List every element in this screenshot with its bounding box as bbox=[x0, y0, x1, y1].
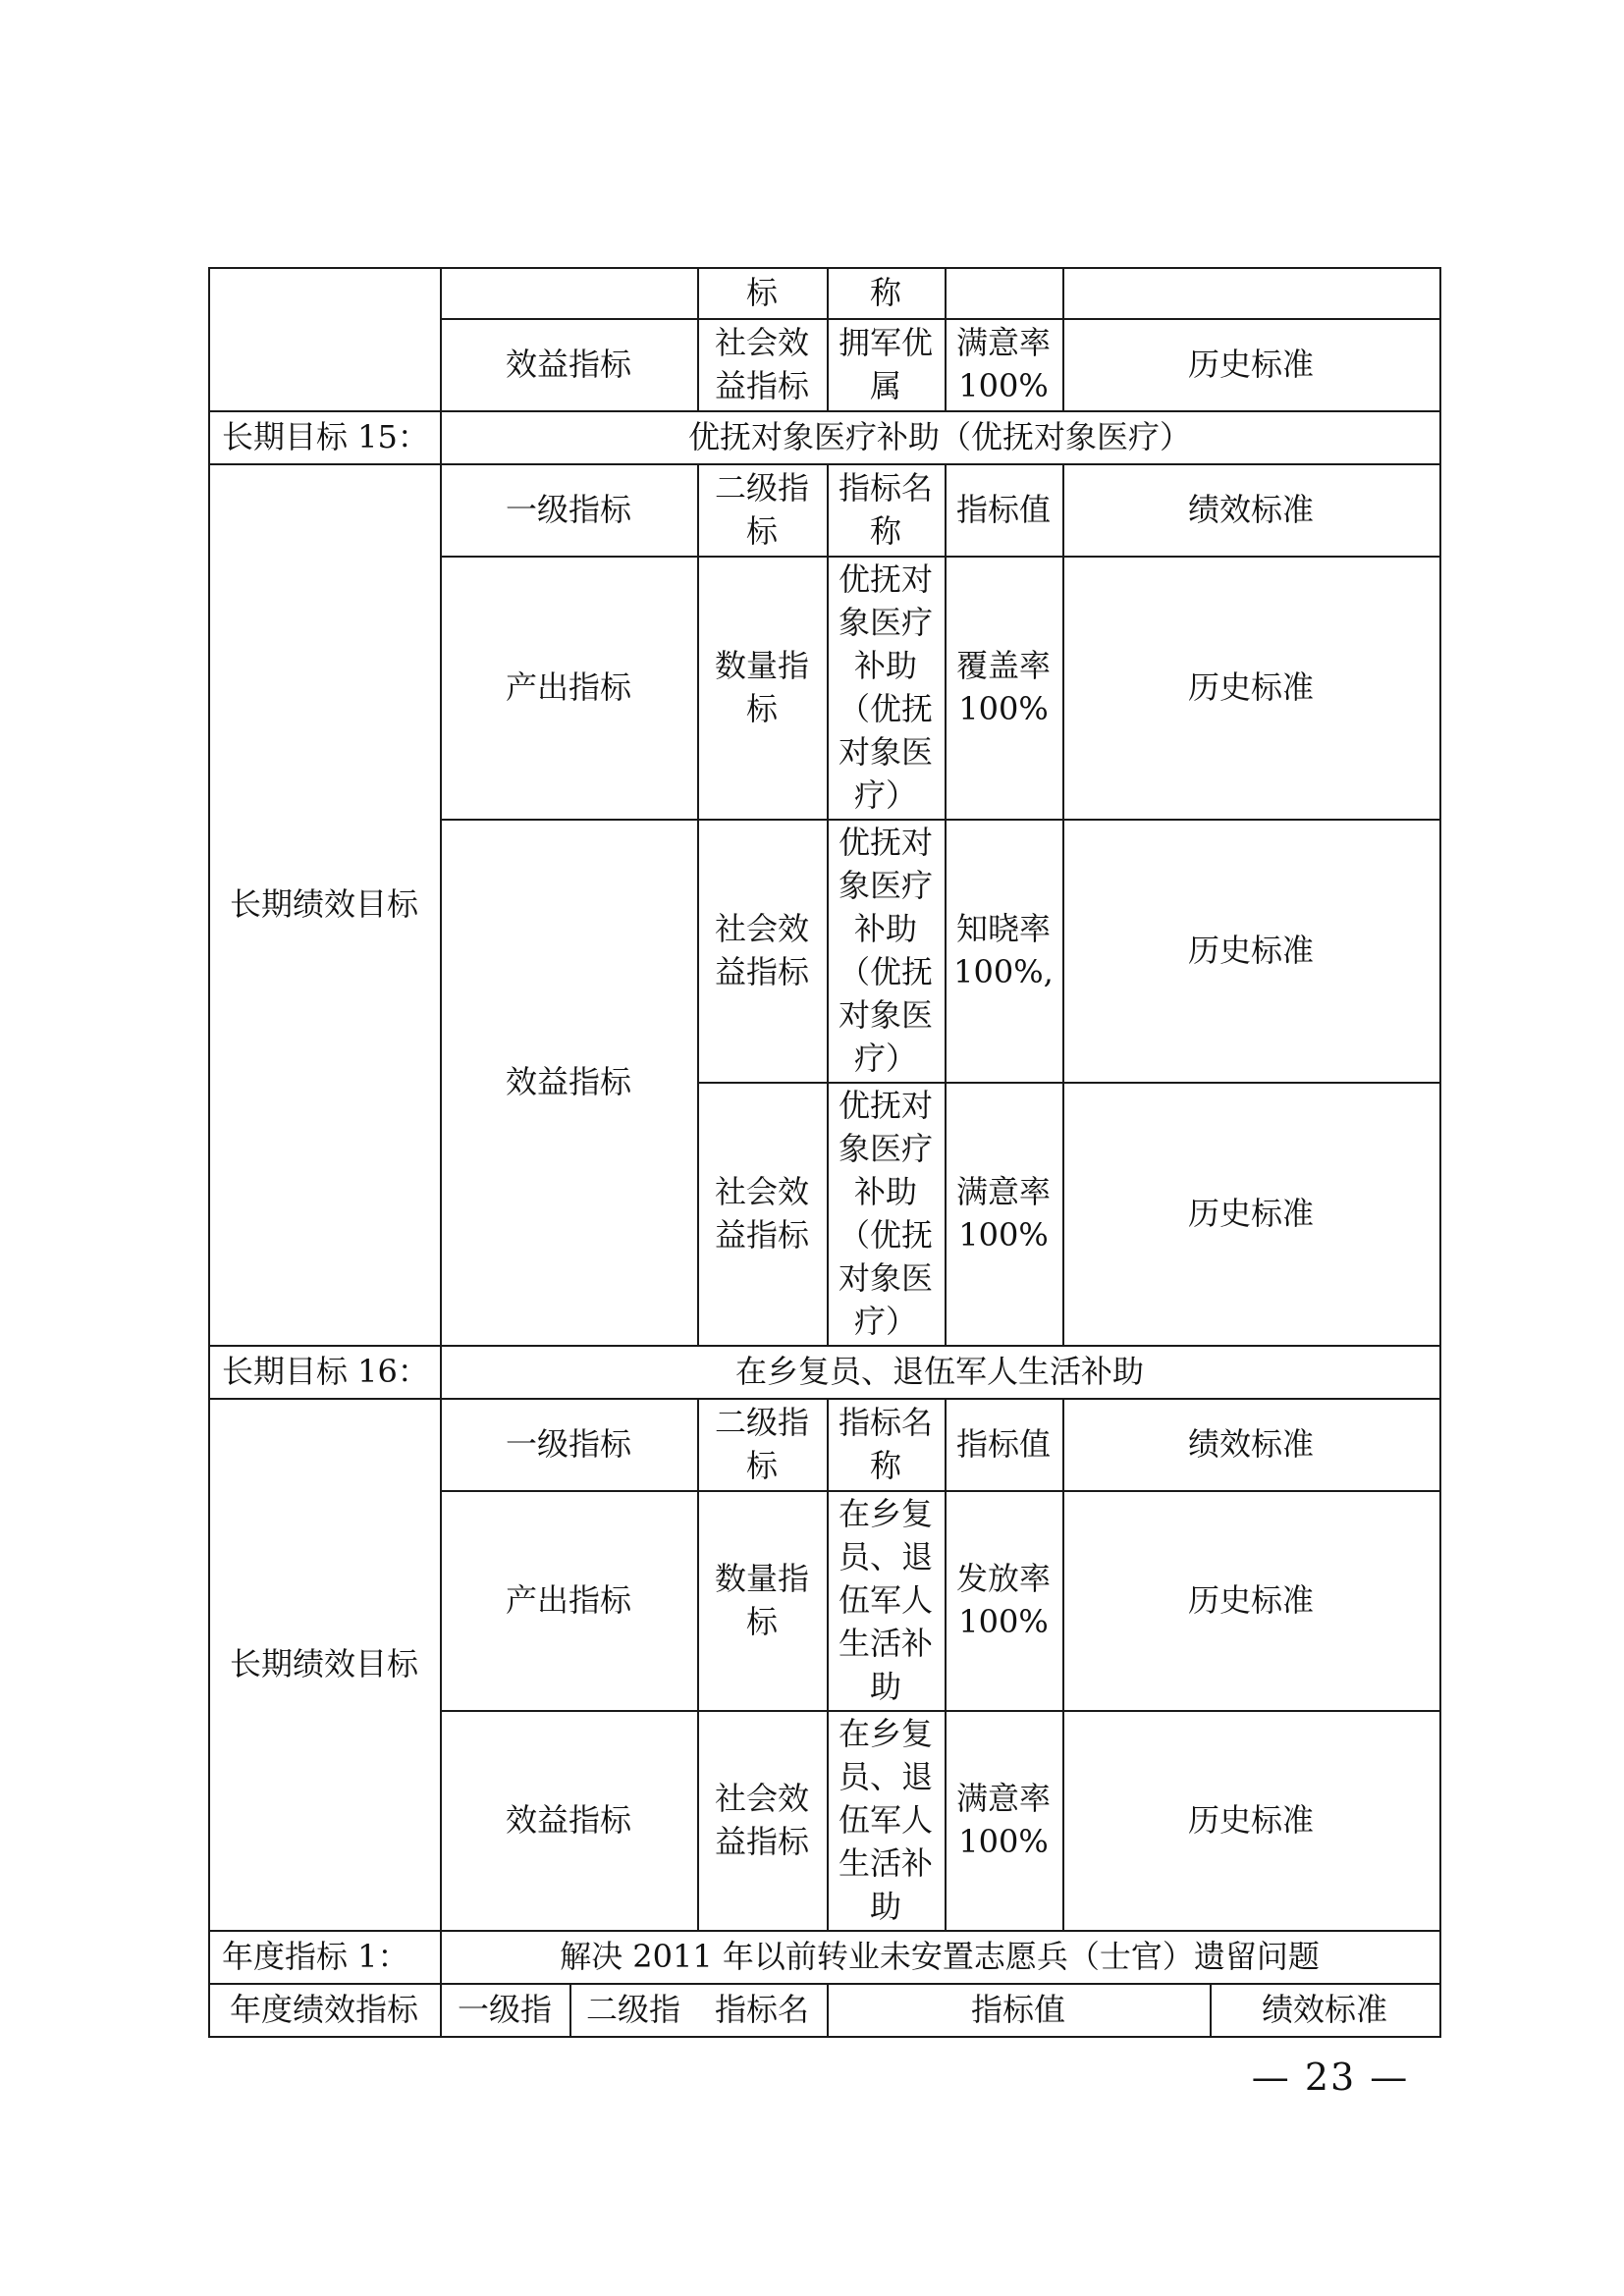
header-tail-name: 称 bbox=[869, 274, 901, 311]
goal16-header-value: 指标值 bbox=[955, 1425, 1051, 1463]
goal16-section-label: 长期绩效目标 bbox=[229, 1645, 418, 1682]
goal16-row1-standard: 历史标准 bbox=[1187, 1581, 1314, 1619]
goal16-label: 长期目标 16： bbox=[222, 1353, 429, 1390]
goal15-row3-standard: 历史标准 bbox=[1187, 1195, 1314, 1232]
goal15-benefit-label: 效益指标 bbox=[505, 1063, 631, 1100]
goal16-row2-level1: 效益指标 bbox=[505, 1801, 631, 1839]
goal15-header-level2: 二级指标 bbox=[714, 469, 809, 550]
goal15-row1-level1: 产出指标 bbox=[505, 668, 631, 706]
annual1-header-standard: 绩效标准 bbox=[1261, 1991, 1387, 2028]
benefit-level2: 社会效益指标 bbox=[714, 324, 809, 404]
goal15-row3-name: 优抚对象医疗补助（优抚对象医疗） bbox=[838, 1087, 933, 1340]
goal16-row1-value: 发放率100% bbox=[955, 1560, 1051, 1640]
benefit-level1: 效益指标 bbox=[505, 346, 631, 383]
goal16-header-level2: 二级指标 bbox=[714, 1404, 809, 1484]
goal15-header-name: 指标名称 bbox=[838, 469, 933, 550]
benefit-value: 满意率100% bbox=[955, 324, 1051, 404]
goal15-row1-value: 覆盖率100% bbox=[955, 647, 1051, 727]
goal15-row1-name: 优抚对象医疗补助（优抚对象医疗） bbox=[838, 561, 933, 814]
goal16-row2-value: 满意率100% bbox=[955, 1780, 1051, 1860]
goal15-header-value: 指标值 bbox=[955, 491, 1051, 528]
goal15-title: 优抚对象医疗补助（优抚对象医疗） bbox=[687, 418, 1191, 455]
goal16-row2-standard: 历史标准 bbox=[1187, 1801, 1314, 1839]
goal16-row1-name: 在乡复员、退伍军人生活补助 bbox=[838, 1495, 933, 1705]
annual1-header-name: 指标名 bbox=[714, 1991, 809, 2028]
rule bbox=[208, 2036, 1441, 2038]
goal16-row2-name: 在乡复员、退伍军人生活补助 bbox=[838, 1715, 933, 1925]
goal16-header-name: 指标名称 bbox=[838, 1404, 933, 1484]
goal15-header-level1: 一级指标 bbox=[505, 491, 631, 528]
rule bbox=[1439, 267, 1441, 2038]
goal15-row2-name: 优抚对象医疗补助（优抚对象医疗） bbox=[838, 824, 933, 1077]
header-tail-level2: 标 bbox=[745, 274, 778, 311]
goal16-row2-level2: 社会效益指标 bbox=[714, 1780, 809, 1860]
goal16-title: 在乡复员、退伍军人生活补助 bbox=[734, 1353, 1144, 1390]
annual1-header-level1: 一级指 bbox=[457, 1991, 552, 2028]
annual1-label: 年度指标 1： bbox=[222, 1938, 409, 1975]
goal15-row1-standard: 历史标准 bbox=[1187, 668, 1314, 706]
benefit-standard: 历史标准 bbox=[1187, 346, 1314, 383]
annual1-header-level2: 二级指 bbox=[585, 1991, 680, 2028]
goal16-header-level1: 一级指标 bbox=[505, 1425, 631, 1463]
annual1-header-value: 指标值 bbox=[970, 1991, 1065, 2028]
page-number: — 23 — bbox=[1251, 2056, 1410, 2099]
benefit-name: 拥军优属 bbox=[838, 324, 933, 404]
goal15-row3-value: 满意率100% bbox=[955, 1173, 1051, 1254]
goal15-header-standard: 绩效标准 bbox=[1187, 491, 1314, 528]
goal15-row1-level2: 数量指标 bbox=[714, 647, 809, 727]
goal16-row1-level2: 数量指标 bbox=[714, 1560, 809, 1640]
goal16-row1-level1: 产出指标 bbox=[505, 1581, 631, 1619]
goal15-row2-standard: 历史标准 bbox=[1187, 932, 1314, 969]
goal15-row2-value: 知晓率100%, bbox=[953, 910, 1054, 990]
goal15-row3-level2: 社会效益指标 bbox=[714, 1173, 809, 1254]
goal16-header-standard: 绩效标准 bbox=[1187, 1425, 1314, 1463]
goal15-section-label: 长期绩效目标 bbox=[229, 885, 418, 923]
goal15-row2-level2: 社会效益指标 bbox=[714, 910, 809, 990]
annual1-title: 解决 2011 年以前转业未安置志愿兵（士官）遗留问题 bbox=[560, 1938, 1320, 1975]
annual1-section-label: 年度绩效指标 bbox=[229, 1991, 418, 2028]
goal15-label: 长期目标 15： bbox=[222, 418, 429, 455]
